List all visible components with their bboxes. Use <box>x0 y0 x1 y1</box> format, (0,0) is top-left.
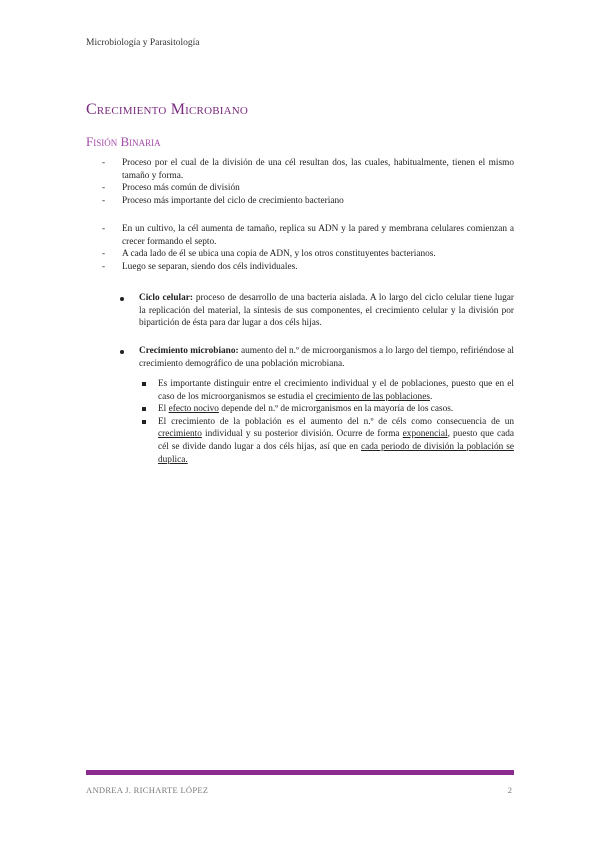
list-item: Es importante distinguir entre el crecimiento individual y el de poblaciones, puesto que en el caso de los microorganismos se estudia el crecimiento de las poblaciones. <box>140 378 514 403</box>
list-item: - Proceso por el cual de la división de una cél resultan dos, las cuales, habitualmente, tienen el mismo tamaño y forma. <box>102 158 514 181</box>
dash-list-2 <box>86 223 514 273</box>
page-number: 2 <box>507 785 512 795</box>
list-item: El efecto nocivo depende del n.º de microrganismos en la mayoría de los casos. <box>140 403 514 416</box>
list-item: - Proceso más importante del ciclo de crecimiento bacteriano <box>102 195 344 206</box>
dash-marker: - <box>102 183 106 194</box>
square-bullet-icon <box>142 382 146 386</box>
bullet-icon <box>120 350 124 354</box>
dash-marker: - <box>102 195 106 206</box>
term: Ciclo celular: <box>139 293 193 303</box>
term: Crecimiento microbiano: <box>139 346 239 356</box>
bullet-ciclo-celular <box>120 292 514 330</box>
section-title: Crecimiento Microbiano <box>86 101 249 118</box>
list-item: - A cada lado de él se ubica una copia de ADN, y los otros constituyentes bacterianos. <box>102 249 436 260</box>
square-bullet-icon <box>142 420 146 424</box>
dash-list-1 <box>86 157 514 207</box>
square-bullet-icon <box>142 407 146 411</box>
bullet-icon <box>120 297 124 301</box>
dash-marker: - <box>102 261 106 272</box>
list-item: - Proceso más común de división <box>102 183 240 194</box>
list-item: - En un cultivo, la cél aumenta de tamaño, replica su ADN y la pared y membrana celulares comienzan a crecer formando el septo. <box>102 224 514 247</box>
bullet-crecimiento-microbiano <box>120 345 514 370</box>
bullet-text: Ciclo celular: proceso de desarrollo de una bacteria aislada. A lo largo del ciclo celular tiene lugar la replicación del material, la síntesis de sus componentes, el crecimiento celular y la división por bipartición de ésta para dar lugar a dos céls hijas. <box>139 293 514 329</box>
dash-marker: - <box>102 224 106 234</box>
footer-accent-bar <box>86 770 514 775</box>
list-item: - Luego se separan, siendo dos céls individuales. <box>102 261 298 272</box>
dash-marker: - <box>102 158 106 168</box>
footer-author: ANDREA J. RICHARTE LÓPEZ <box>86 785 209 795</box>
sub-bullet-list <box>140 378 514 466</box>
running-header: Microbiología y Parasitología <box>86 38 200 48</box>
subsection-title: Fisión Binaria <box>86 134 161 149</box>
bullet-text: Crecimiento microbiano: aumento del n.º de microorganismos a lo largo del tiempo, refiriéndose al crecimiento demográfico de una población microbiana. <box>139 346 514 369</box>
list-item: El crecimiento de la población es el aumento del n.º de céls como consecuencia de un crecimiento individual y su posterior división. Ocurre de forma exponencial, puesto que cada cél se divide dando lugar a dos céls hijas, así que en cada periodo de división la población se duplica. <box>140 416 514 466</box>
dash-marker: - <box>102 249 106 260</box>
